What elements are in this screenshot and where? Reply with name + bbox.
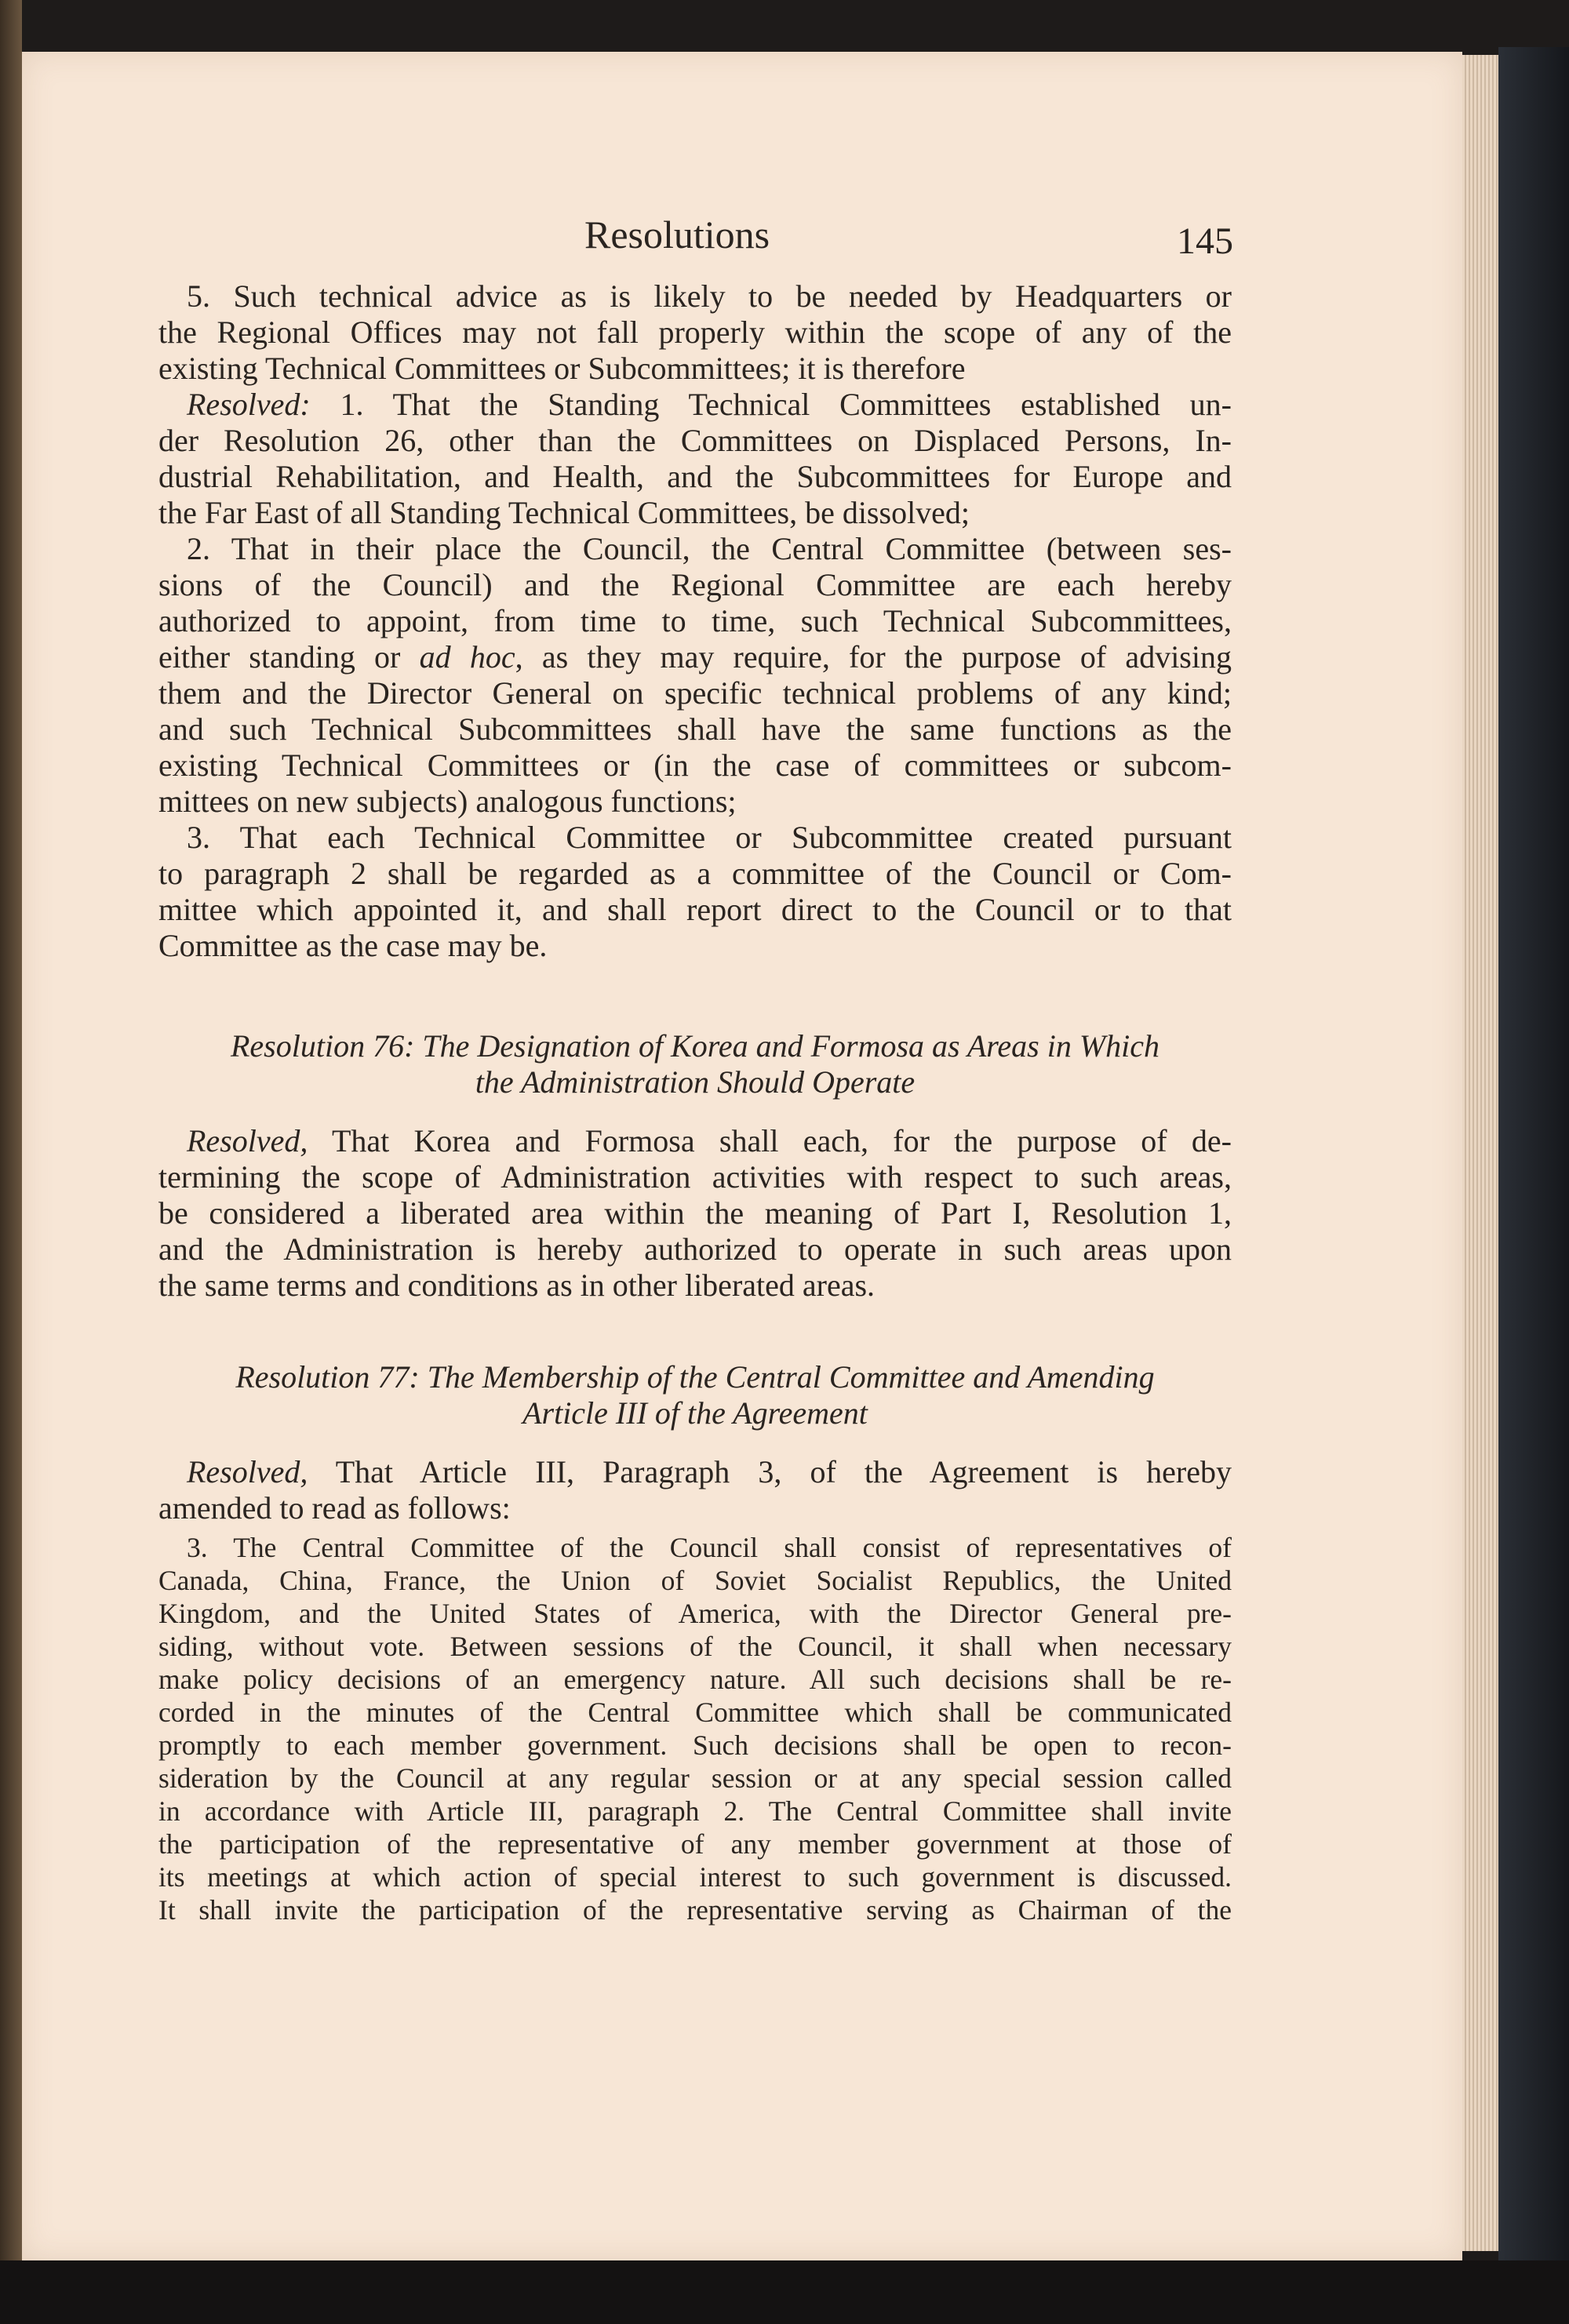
text-line — [158, 856, 1232, 892]
scan-background — [0, 2260, 1569, 2324]
text-line — [158, 1828, 1232, 1860]
text-line — [158, 1267, 1232, 1304]
text-line — [158, 459, 1232, 495]
text-line — [158, 1490, 1232, 1526]
italic-text: ad hoc — [419, 639, 515, 675]
text-segment: promptly to each member government. Such decisions shall be open to recon- — [158, 1729, 1232, 1761]
text-segment: Kingdom, and the United States of America, with the Director General pre- — [158, 1598, 1232, 1629]
text-line — [158, 1028, 1232, 1064]
text-segment: sions of the Council) and the Regional Committee are each hereby — [158, 567, 1232, 602]
text-line — [158, 1893, 1232, 1926]
text-line — [158, 1064, 1232, 1100]
text-segment: existing Technical Committees or Subcommittees; it is therefore — [158, 351, 966, 386]
text-line — [158, 423, 1232, 459]
text-segment: Committee as the case may be. — [158, 928, 548, 963]
running-head-title: Resolutions — [584, 213, 770, 256]
text-segment: corded in the minutes of the Central Committee which shall be communicated — [158, 1697, 1232, 1728]
text-line — [158, 495, 1232, 531]
text-line — [158, 1663, 1232, 1696]
text-segment: 1. That the Standing Technical Committees established un- — [310, 387, 1232, 422]
text-line — [158, 892, 1232, 928]
text-segment: Resolution 76: The Designation of Korea and Formosa as Areas in Which — [230, 1028, 1160, 1064]
page-edges — [1462, 55, 1498, 2251]
text-line — [158, 1729, 1232, 1762]
text-line — [158, 1795, 1232, 1828]
book-cover-right — [1498, 47, 1569, 2267]
text-segment: the participation of the representative of any member government at those of — [158, 1828, 1232, 1860]
text-line — [158, 1123, 1232, 1159]
text-line — [158, 603, 1232, 639]
text-segment: either standing or — [158, 639, 420, 675]
text-segment: Article III of the Agreement — [522, 1395, 868, 1431]
text-segment: That Article III, Paragraph 3, of the Agreement is hereby — [308, 1454, 1232, 1489]
text-line — [158, 1454, 1232, 1490]
text-segment: 3. The Central Committee of the Council shall consist of representatives of — [187, 1532, 1232, 1563]
text-line — [158, 567, 1232, 603]
text-line — [158, 1564, 1232, 1597]
text-segment: be considered a liberated area within the meaning of Part I, Resolution 1, — [158, 1195, 1232, 1231]
paragraph-resolution-77 — [158, 1454, 1232, 1526]
text-segment: mittee which appointed it, and shall report direct to the Council or to that — [158, 892, 1232, 927]
text-segment: It shall invite the participation of the representative serving as Chairman of the — [158, 1894, 1232, 1926]
text-line — [158, 351, 1232, 387]
text-line — [158, 1231, 1232, 1267]
text-line — [158, 1597, 1232, 1630]
amended-article-text — [158, 1531, 1232, 1926]
text-line — [158, 1762, 1232, 1795]
text-segment: Resolution 77: The Membership of the Central Committee and Amending — [235, 1359, 1155, 1395]
text-segment: its meetings at which action of special interest to such government is discussed. — [158, 1861, 1232, 1893]
italic-text: Resolved: — [187, 387, 311, 422]
italic-text: Resolved, — [187, 1454, 308, 1489]
text-line — [158, 747, 1232, 784]
text-line — [158, 1531, 1232, 1564]
text-segment: in accordance with Article III, paragraph 2. The Central Committee shall invite — [158, 1795, 1232, 1827]
text-line — [158, 1195, 1232, 1231]
text-segment: and the Administration is hereby authorized to operate in such areas upon — [158, 1231, 1232, 1267]
text-line — [158, 315, 1232, 351]
text-segment: the Administration Should Operate — [475, 1064, 916, 1100]
text-line — [158, 1159, 1232, 1195]
text-segment: That Korea and Formosa shall each, for the purpose of de- — [308, 1123, 1232, 1158]
text-segment: existing Technical Committees or (in the case of committees or subcom- — [158, 747, 1232, 783]
text-segment: the same terms and conditions as in other liberated areas. — [158, 1267, 876, 1303]
text-segment: der Resolution 26, other than the Committees on Displaced Persons, In- — [158, 423, 1232, 458]
text-segment: mittees on new subjects) analogous functions; — [158, 784, 737, 819]
paragraph-resolution-76 — [158, 1123, 1232, 1304]
heading-resolution-76 — [158, 1028, 1232, 1100]
italic-text: Resolved, — [187, 1123, 308, 1158]
text-line — [158, 531, 1232, 567]
text-segment: 5. Such technical advice as is likely to be needed by Headquarters or — [187, 278, 1232, 314]
text-line — [158, 1630, 1232, 1663]
text-segment: 2. That in their place the Council, the Central Committee (between ses- — [187, 531, 1232, 566]
text-segment: to paragraph 2 shall be regarded as a committee of the Council or Com- — [158, 856, 1232, 891]
text-segment: , as they may require, for the purpose of advising — [515, 639, 1232, 675]
text-line — [158, 784, 1232, 820]
text-line — [158, 278, 1232, 315]
book-spine-left — [0, 0, 22, 2324]
text-segment: termining the scope of Administration activities with respect to such areas, — [158, 1159, 1232, 1195]
text-segment: the Far East of all Standing Technical Committees, be dissolved; — [158, 495, 970, 530]
heading-resolution-77 — [158, 1359, 1232, 1431]
text-segment: and such Technical Subcommittees shall have the same functions as the — [158, 711, 1232, 747]
text-line — [158, 711, 1232, 747]
text-line — [158, 1696, 1232, 1729]
text-segment: sideration by the Council at any regular session or at any special session called — [158, 1762, 1232, 1794]
text-segment: them and the Director General on specific technical problems of any kind; — [158, 675, 1232, 711]
text-segment: siding, without vote. Between sessions of the Council, it shall when necessary — [158, 1631, 1232, 1662]
text-line — [158, 1395, 1232, 1431]
text-segment: Canada, China, France, the Union of Soviet Socialist Republics, the United — [158, 1565, 1232, 1596]
text-segment: dustrial Rehabilitation, and Health, and the Subcommittees for Europe and — [158, 459, 1232, 494]
text-line — [158, 387, 1232, 423]
text-line — [158, 639, 1232, 675]
text-segment: authorized to appoint, from time to time, such Technical Subcommittees, — [158, 603, 1232, 638]
text-line — [158, 675, 1232, 711]
text-segment: make policy decisions of an emergency nature. All such decisions shall be re- — [158, 1664, 1232, 1695]
text-segment: 3. That each Technical Committee or Subcommittee created pursuant — [187, 820, 1232, 855]
text-segment: the Regional Offices may not fall properly within the scope of any of the — [158, 315, 1232, 350]
text-segment: amended to read as follows: — [158, 1490, 511, 1526]
text-line — [158, 820, 1232, 856]
paragraph-technical-advice — [158, 278, 1232, 964]
page-number: 145 — [1177, 220, 1233, 262]
text-line — [158, 1359, 1232, 1395]
text-line — [158, 1860, 1232, 1893]
text-line — [158, 928, 1232, 964]
